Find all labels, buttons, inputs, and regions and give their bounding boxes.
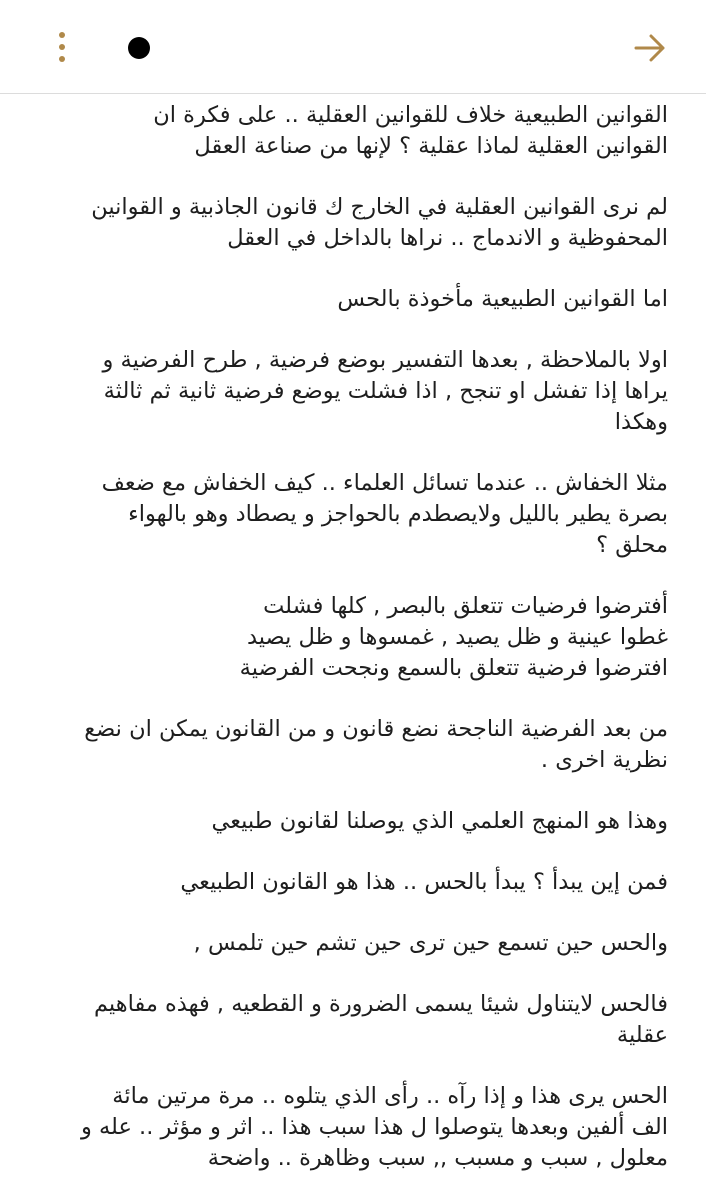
more-vertical-icon-dot bbox=[59, 44, 65, 50]
paragraph: أفترضوا فرضيات تتعلق بالبصر , كلها فشلت غطوا عينية و ظل يصيد , غمسوها و ظل يصيد افترضوا فرضية تتعلق بالسمع ونجحت الفرضية bbox=[239, 593, 668, 681]
paragraph: الحس يرى هذا و إذا رآه .. رأى الذي يتلوه .. مرة مرتين مائة الف ألفين وبعدها يتوصلوا ل هذا سبب هذا .. اثر و مؤثر .. عله و معلول , سبب و مسبب ,, سبب وظاهرة .. واضحة bbox=[80, 1083, 668, 1171]
paragraph: اما القوانين الطبيعية مأخوذة بالحس bbox=[337, 286, 668, 312]
paragraph: القوانين الطبيعية خلاف للقوانين العقلية .. على فكرة ان القوانين العقلية لماذا عقلية ؟ لإنها من صناعة العقل bbox=[153, 102, 668, 159]
paragraph: مثلا الخفاش .. عندما تسائل العلماء .. كيف الخفاش مع ضعف بصرة يطير بالليل ولايصطدم بالحواجز و يصطاد وهو بالهواء محلق ؟ bbox=[101, 470, 668, 558]
top-app-bar bbox=[0, 0, 706, 94]
paragraph: والحس حين تسمع حين ترى حين تشم حين تلمس , bbox=[193, 930, 668, 956]
more-vertical-icon-dot bbox=[59, 56, 65, 62]
paragraph: اولا بالملاحظة , بعدها التفسير بوضع فرضية , طرح الفرضية و يراها إذا تفشل او تنجح , اذا فشلت يوضع فرضية ثانية ثم ثالثة وهكذا bbox=[102, 347, 668, 435]
arrow-right-icon bbox=[630, 28, 670, 68]
record-dot-icon bbox=[128, 37, 150, 59]
paragraph: من بعد الفرضية الناجحة نضع قانون و من القانون يمكن ان نضع نظرية اخرى . bbox=[84, 716, 668, 773]
forward-button[interactable] bbox=[630, 28, 670, 68]
paragraph: لم نرى القوانين العقلية في الخارج ك قانون الجاذبية و القوانين المحفوظية و الاندماج .. نراها بالداخل في العقل bbox=[91, 194, 668, 251]
paragraph: وهذا هو المنهج العلمي الذي يوصلنا لقانون طبيعي bbox=[211, 808, 668, 834]
paragraph: فمن إين يبدأ ؟ يبدأ بالحس .. هذا هو القانون الطبيعي bbox=[180, 869, 668, 895]
note-body[interactable] bbox=[0, 94, 706, 1200]
paragraph: فالحس لايتناول شيئا يسمى الضرورة و القطعيه , فهذه مفاهيم عقلية bbox=[93, 991, 668, 1048]
more-vertical-icon bbox=[59, 32, 65, 38]
more-options-button[interactable] bbox=[48, 26, 76, 68]
